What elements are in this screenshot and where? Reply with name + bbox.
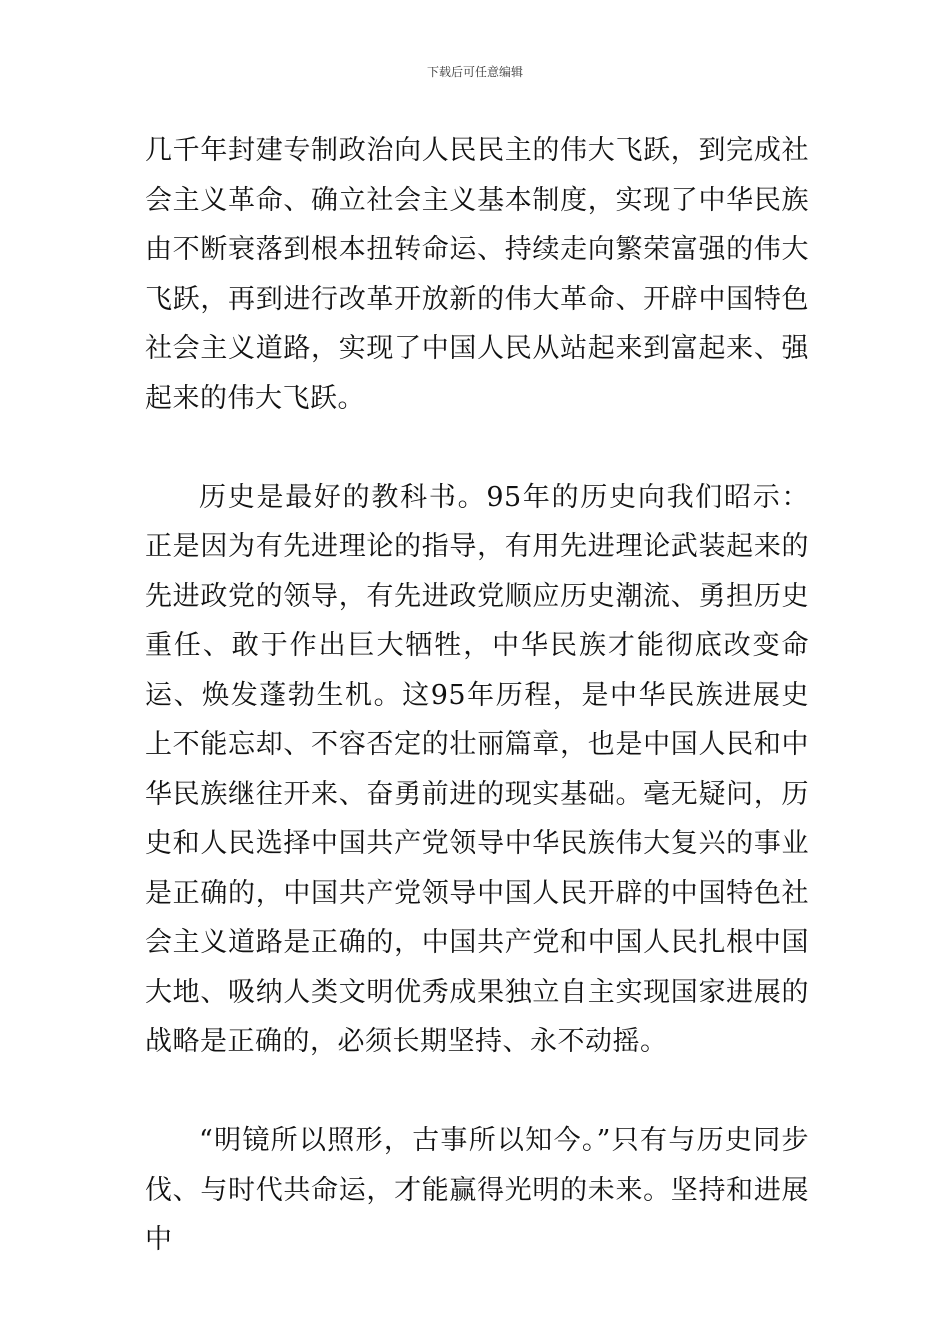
paragraph-1: 几千年封建专制政治向人民民主的伟大飞跃，到完成社会主义革命、确立社会主义基本制度，实现了中华民族由不断衰落到根本扭转命运、持续走向繁荣富强的伟大飞跃，再到进行改革开放新的伟大革命、开辟中国特色社会主义道路，实现了中国人民从站起来到富起来、强起来的伟大飞跃。 xyxy=(145,135,809,414)
paragraph-2: 历史是最好的教科书。95年的历史向我们昭示：正是因为有先进理论的指导，有用先进理论武装起来的先进政党的领导，有先进政党顺应历史潮流、勇担历史重任、敢于作出巨大牺牲，中华民族才能彻底改变命运、焕发蓬勃生机。这95年历程，是中华民族进展史上不能忘却、不容否定的壮丽篇章，也是中国人民和中华民族继往开来、奋勇前进的现实基础。毫无疑问，历史和人民选择中国共产党领导中华民族伟大复兴的事业是正确的，中国共产党领导中国人民开辟的中国特色社会主义道路是正确的，中国共产党和中国人民扎根中国大地、吸纳人类文明优秀成果独立自主实现国家进展的战略是正确的，必须长期坚持、永不动摇。 xyxy=(145,481,809,1057)
paragraph-3: “明镜所以照形，古事所以知今。”只有与历史同步伐、与时代共命运，才能赢得光明的未来。坚持和进展中 xyxy=(145,1125,809,1255)
document-body xyxy=(145,126,809,1265)
page-header: 下载后可任意编辑 xyxy=(426,65,523,79)
